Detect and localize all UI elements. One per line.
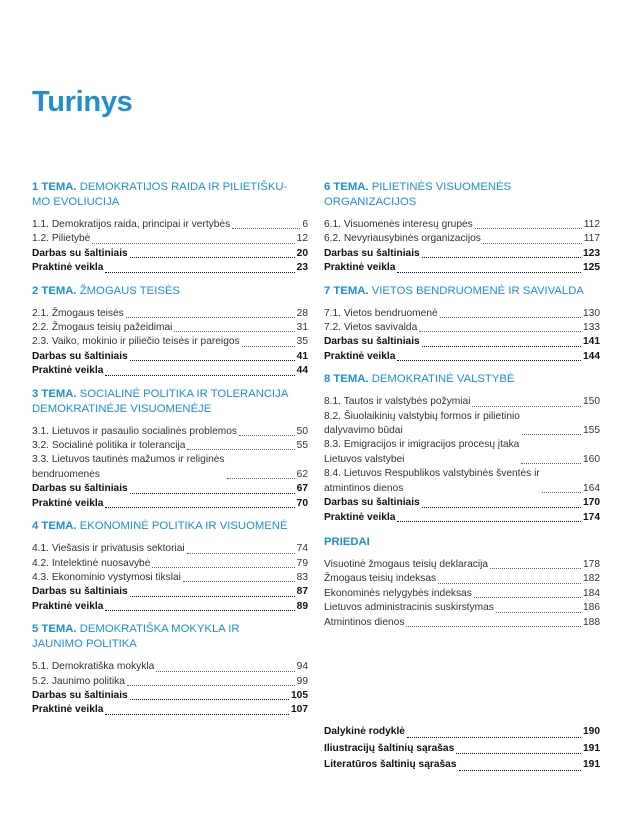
toc-entry-page: 182 — [583, 573, 600, 585]
toc-entry[interactable] — [324, 757, 600, 774]
toc-entry[interactable] — [324, 511, 600, 525]
section-heading[interactable] — [324, 284, 600, 299]
dot-leader — [105, 507, 294, 508]
toc-entry-title: 5.1. Demokratiška mokykla — [32, 661, 155, 673]
toc-entry-page: 99 — [296, 675, 308, 687]
dot-leader — [130, 360, 295, 361]
toc-entry-page: 174 — [583, 511, 600, 523]
dot-leader — [105, 714, 289, 715]
toc-entry[interactable] — [324, 321, 600, 335]
toc-entry-title: Darbas su šaltiniais — [324, 336, 420, 348]
toc-entry[interactable] — [32, 364, 308, 378]
toc-entry[interactable] — [32, 585, 308, 599]
toc-entry[interactable] — [32, 218, 308, 232]
toc-entry-title: 7.2. Vietos savivalda — [324, 322, 418, 334]
section-heading[interactable] — [324, 180, 600, 210]
toc-entry[interactable] — [324, 395, 600, 409]
dot-leader — [242, 346, 295, 347]
theme-title: DEMOKRATIJOS RAIDA IR PILIETIŠKU- MO EVOLIUCIJA — [32, 181, 288, 208]
toc-entry-title: Iliustracijų šaltinių sąrašas — [324, 742, 455, 754]
toc-entry-title: 2.2. Žmogaus teisių pažeidimai — [32, 322, 173, 334]
toc-entry-title: 4.2. Intelektinė nuosavybė — [32, 557, 151, 569]
toc-entry-title: 8.3. Emigracijos ir imigracijos procesų įtaka Lietuvos valstybei — [324, 439, 520, 465]
dot-leader — [459, 770, 582, 771]
toc-entry-page: 178 — [583, 558, 600, 570]
dot-leader — [105, 375, 294, 376]
toc-section-7 — [324, 284, 600, 365]
toc-entry[interactable] — [324, 741, 600, 758]
dot-leader — [130, 257, 295, 258]
toc-entry[interactable] — [324, 247, 600, 261]
toc-entry-page: 74 — [296, 543, 308, 555]
dot-leader — [456, 753, 581, 754]
theme-label: 8 TEMA. — [324, 373, 369, 386]
toc-entry-page: 125 — [583, 262, 600, 274]
toc-entry-title: 5.2. Jaunimo politika — [32, 675, 125, 687]
dot-leader — [440, 317, 581, 318]
theme-label: 5 TEMA. — [32, 623, 77, 636]
toc-entry-title: Dalykinė rodyklė — [324, 726, 405, 737]
toc-entry-page: 184 — [583, 587, 600, 599]
toc-entry-list — [32, 218, 308, 276]
theme-label: 7 TEMA. — [324, 284, 369, 297]
toc-section-2 — [32, 284, 308, 379]
toc-entry-title: Visuotinė žmogaus teisių deklaracija — [324, 558, 489, 570]
toc-entry[interactable] — [32, 453, 308, 482]
toc-entry-title: Žmogaus teisių indeksas — [324, 573, 437, 585]
dot-leader — [496, 612, 581, 613]
toc-entry-title: 6.2. Nevyriausybinės organizacijos — [324, 233, 481, 245]
toc-entry-title: Darbas su šaltiniais — [32, 689, 128, 701]
toc-entry[interactable] — [324, 218, 600, 232]
toc-entry[interactable] — [32, 675, 308, 689]
toc-entry-title: Darbas su šaltiniais — [32, 586, 128, 598]
dot-leader — [130, 699, 289, 700]
theme-title: EKONOMINĖ POLITIKA IR VISUOMENĖ — [79, 520, 288, 533]
toc-entry-page: 28 — [296, 307, 308, 319]
dot-leader — [130, 596, 295, 597]
toc-entry[interactable] — [32, 703, 308, 717]
dot-leader — [472, 406, 581, 407]
dot-leader — [156, 671, 294, 672]
toc-entry-page: 117 — [583, 233, 600, 245]
dot-leader — [406, 626, 581, 627]
toc-section-4 — [32, 519, 308, 614]
toc-entry-title: 8.4. Lietuvos Respublikos valstybinės šventės ir atmintinos dienos — [324, 468, 540, 494]
toc-entry[interactable] — [324, 587, 600, 601]
dot-leader — [422, 257, 581, 258]
toc-entry-page: 87 — [296, 586, 308, 598]
theme-label: PRIEDAI — [324, 535, 370, 548]
dot-leader — [232, 228, 300, 229]
toc-entry-page: 89 — [296, 600, 308, 612]
dot-leader — [422, 507, 581, 508]
toc-entry-title: Darbas su šaltiniais — [32, 350, 128, 362]
theme-label: 6 TEMA. — [324, 181, 369, 193]
toc-entry[interactable] — [32, 321, 308, 335]
toc-entry-title: 3.3. Lietuvos tautinės mažumos ir religinės bendruomenės — [32, 454, 225, 480]
toc-entry[interactable] — [324, 558, 600, 572]
toc-section-5 — [32, 622, 308, 718]
toc-entry-page: 67 — [296, 483, 308, 495]
dot-leader — [187, 449, 294, 450]
toc-entry-page: 70 — [296, 497, 308, 509]
toc-entry-title: Praktinė veikla — [324, 262, 396, 274]
theme-label: 4 TEMA. — [32, 520, 77, 533]
toc-left-column — [32, 180, 308, 726]
dot-leader — [183, 581, 295, 582]
toc-entry[interactable] — [324, 467, 600, 496]
toc-entry-list — [324, 558, 600, 630]
dot-leader — [126, 317, 295, 318]
toc-entry-page: 83 — [296, 571, 308, 583]
toc-entry-title: Darbas su šaltiniais — [32, 247, 128, 259]
toc-entry-title: Praktinė veikla — [32, 365, 104, 377]
dot-leader — [419, 331, 581, 332]
toc-entry[interactable] — [32, 425, 308, 439]
toc-entry[interactable] — [324, 261, 600, 275]
toc-entry[interactable] — [32, 335, 308, 349]
dot-leader — [187, 553, 295, 554]
toc-entry[interactable] — [324, 496, 600, 510]
theme-title: SOCIALINĖ POLITIKA IR TOLERANCIJA DEMOKRATINĖJE VISUOMENĖJE — [32, 387, 289, 415]
toc-entry-title: 4.1. Viešasis ir privatusis sektoriai — [32, 543, 185, 555]
theme-label: 1 TEMA. — [32, 181, 77, 193]
toc-section-3 — [32, 387, 308, 511]
dot-leader — [227, 478, 295, 479]
dot-leader — [438, 583, 581, 584]
dot-leader — [521, 463, 581, 464]
dot-leader — [105, 610, 294, 611]
toc-entry-page: 130 — [583, 307, 600, 319]
toc-entry-page: 12 — [296, 233, 308, 245]
toc-entry[interactable] — [324, 335, 600, 349]
toc-section-8 — [324, 372, 600, 525]
toc-entry-title: 8.1. Tautos ir valstybės požymiai — [324, 396, 471, 408]
toc-entry-page: 133 — [583, 322, 600, 334]
toc-entry-page: 112 — [583, 219, 600, 230]
toc-entry[interactable] — [32, 660, 308, 674]
theme-label: 2 TEMA. — [32, 284, 77, 297]
toc-right-column — [324, 180, 600, 638]
theme-title: VIETOS BENDRUOMENĖ IR SAVIVALDA — [371, 284, 584, 297]
toc-entry-title: 2.1. Žmogaus teisės — [32, 307, 124, 319]
toc-entry-page: 44 — [296, 365, 308, 377]
dot-leader — [483, 243, 582, 244]
dot-leader — [397, 521, 581, 522]
toc-entry[interactable] — [324, 438, 600, 467]
dot-leader — [130, 493, 295, 494]
toc-entry-title: 4.3. Ekonominio vystymosi tikslai — [32, 571, 181, 583]
dot-leader — [105, 272, 294, 273]
toc-entry-title: 7.1. Vietos bendruomenė — [324, 307, 438, 319]
toc-entry-page: 79 — [296, 557, 308, 569]
section-heading[interactable] — [32, 180, 308, 210]
toc-entry-title: 8.2. Šiuolaikinių valstybių formos ir pilietinio dalyvavimo būdai — [324, 410, 520, 437]
toc-entry-list — [324, 307, 600, 365]
dot-leader — [127, 685, 295, 686]
toc-entry-title: 3.2. Socialinė politika ir tolerancija — [32, 440, 186, 452]
toc-entry-list — [32, 660, 308, 718]
section-heading[interactable] — [32, 387, 308, 417]
toc-entry[interactable] — [32, 247, 308, 261]
toc-entry-page: 155 — [583, 425, 600, 437]
toc-entry[interactable] — [324, 601, 600, 615]
toc-entry-title: Lietuvos administracinis suskirstymas — [324, 602, 494, 614]
toc-entry-title: Atmintinos dienos — [324, 616, 405, 628]
toc-entry[interactable] — [32, 689, 308, 703]
dot-leader — [92, 243, 294, 244]
toc-entry-page: 41 — [296, 350, 308, 362]
toc-entry-page: 105 — [291, 689, 308, 701]
toc-entry-list — [32, 307, 308, 379]
toc-entry-list — [324, 218, 600, 276]
toc-entry[interactable] — [32, 542, 308, 556]
dot-leader — [542, 492, 581, 493]
toc-entry[interactable] — [324, 616, 600, 630]
toc-entry-page: 94 — [296, 661, 308, 673]
toc-entry-page: 20 — [296, 247, 308, 259]
toc-entry-title: 1.2. Pilietybė — [32, 233, 91, 245]
toc-entry-page: 35 — [296, 336, 308, 348]
theme-title: PILIETINĖS VISUOMENĖS ORGANIZACIJOS — [324, 181, 512, 208]
toc-entry[interactable] — [32, 557, 308, 571]
toc-entry[interactable] — [32, 600, 308, 614]
toc-entry[interactable] — [324, 307, 600, 321]
toc-appendix-list — [324, 724, 600, 774]
toc-entry-page: 160 — [583, 453, 600, 465]
toc-entry-page: 144 — [583, 350, 600, 362]
toc-section-6 — [324, 180, 600, 276]
dot-leader — [474, 597, 581, 598]
toc-entry-page: 191 — [583, 759, 600, 770]
toc-entry-title: Darbas su šaltiniais — [32, 483, 128, 495]
toc-section-1 — [32, 180, 308, 276]
dot-leader — [239, 435, 295, 436]
toc-entry-page: 186 — [583, 602, 600, 614]
dot-leader — [407, 737, 581, 738]
toc-entry-title: Praktinė veikla — [32, 600, 104, 612]
toc-entry-page: 23 — [296, 262, 308, 274]
toc-entry-page: 50 — [296, 425, 308, 437]
toc-entry[interactable] — [32, 232, 308, 246]
toc-entry-title: 2.3. Vaiko, mokinio ir piliečio teisės ir pareigos — [32, 336, 240, 348]
toc-entry-list — [32, 542, 308, 614]
toc-entry-page: 170 — [583, 497, 600, 509]
toc-entry-title: 1.1. Demokratijos raida, principai ir vertybės — [32, 219, 231, 230]
toc-entry[interactable] — [32, 307, 308, 321]
toc-entry-title: Praktinė veikla — [324, 350, 396, 362]
toc-entry-page: 164 — [583, 482, 600, 494]
toc-entry-page: 31 — [296, 322, 308, 334]
theme-title: DEMOKRATINĖ VALSTYBĖ — [371, 373, 515, 386]
theme-title: ŽMOGAUS TEISĖS — [79, 284, 180, 297]
toc-entry[interactable] — [32, 439, 308, 453]
dot-leader — [397, 272, 581, 273]
toc-entry[interactable] — [324, 724, 600, 741]
dot-leader — [422, 346, 581, 347]
toc-entry-title: 3.1. Lietuvos ir pasaulio socialinės problemos — [32, 425, 237, 437]
toc-entry[interactable] — [32, 497, 308, 511]
section-heading[interactable] — [32, 622, 308, 652]
toc-entry-title: Praktinė veikla — [32, 262, 104, 274]
toc-entry-page: 150 — [583, 396, 600, 408]
section-heading[interactable] — [324, 535, 600, 550]
toc-entry-page: 188 — [583, 616, 600, 628]
toc-entry-title: Darbas su šaltiniais — [324, 497, 420, 509]
dot-leader — [152, 567, 294, 568]
toc-entry-title: Ekonominės nelygybės indeksas — [324, 587, 472, 599]
toc-entry-title: 6.1. Visuomenės interesų grupės — [324, 219, 473, 230]
toc-entry[interactable] — [324, 572, 600, 586]
toc-entry[interactable] — [324, 232, 600, 246]
toc-entry-page: 191 — [583, 742, 600, 754]
toc-entry-list — [324, 395, 600, 525]
toc-entry-page: 141 — [583, 336, 600, 348]
section-heading[interactable] — [324, 372, 600, 387]
toc-entry[interactable] — [324, 350, 600, 364]
toc-section-priedai — [324, 535, 600, 630]
toc-entry-title: Praktinė veikla — [32, 497, 104, 509]
toc-entry-list — [32, 425, 308, 511]
toc-entry-title: Praktinė veikla — [32, 704, 104, 716]
toc-entry[interactable] — [32, 350, 308, 364]
toc-entry-page: 190 — [583, 726, 600, 737]
toc-entry-page: 123 — [583, 247, 600, 259]
toc-entry[interactable] — [324, 410, 600, 439]
dot-leader — [475, 228, 582, 229]
toc-entry-page: 62 — [296, 468, 308, 480]
toc-entry[interactable] — [32, 482, 308, 496]
section-heading[interactable] — [32, 284, 308, 299]
toc-entry[interactable] — [32, 571, 308, 585]
toc-entry-page: 107 — [291, 704, 308, 716]
toc-entry-title: Literatūros šaltinių sąrašas — [324, 759, 457, 770]
section-heading[interactable] — [32, 519, 308, 534]
dot-leader — [397, 360, 581, 361]
dot-leader — [522, 434, 581, 435]
dot-leader — [174, 331, 294, 332]
dot-leader — [490, 568, 581, 569]
toc-entry[interactable] — [32, 261, 308, 275]
toc-entry-title: Darbas su šaltiniais — [324, 247, 420, 259]
toc-entry-title: Praktinė veikla — [324, 511, 396, 523]
toc-entry-page: 55 — [296, 440, 308, 452]
toc-entry-page: 6 — [302, 219, 308, 230]
page-title: Turinys — [32, 86, 133, 118]
theme-label: 3 TEMA. — [32, 387, 77, 400]
theme-title: DEMOKRATIŠKA MOKYKLA IR JAUNIMO POLITIKA — [32, 623, 240, 651]
